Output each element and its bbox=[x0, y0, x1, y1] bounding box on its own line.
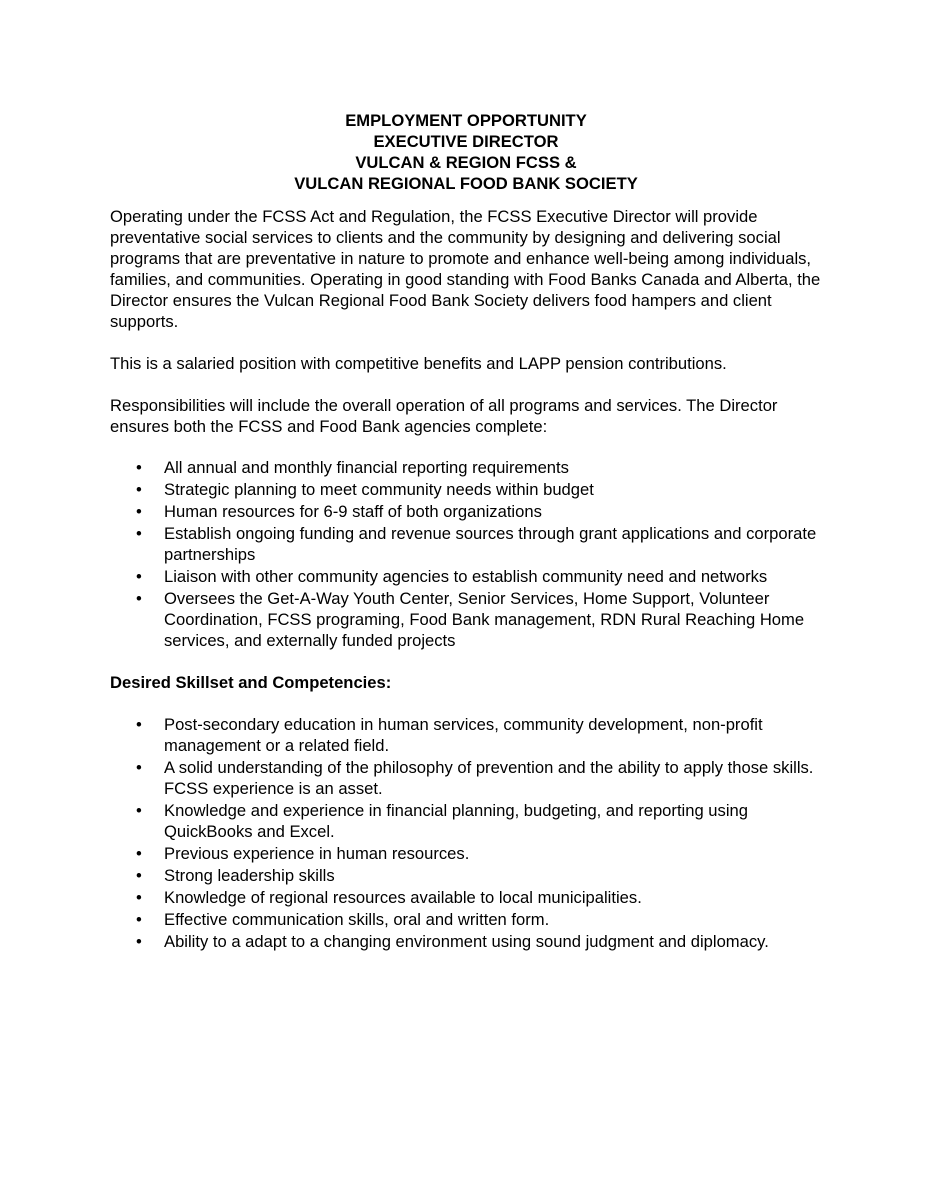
title-line-2: EXECUTIVE DIRECTOR bbox=[373, 132, 559, 151]
bullet-icon: • bbox=[136, 932, 142, 951]
title-line-1: EMPLOYMENT OPPORTUNITY bbox=[345, 111, 587, 130]
bullet-icon: • bbox=[136, 480, 142, 499]
list-item-text: All annual and monthly financial reporting requirements bbox=[164, 458, 569, 477]
responsibilities-intro: Responsibilities will include the overall operation of all programs and services. The Director ensures both the FCSS and Food Bank agencies complete: bbox=[110, 396, 778, 436]
list-item-text: Liaison with other community agencies to establish community need and networks bbox=[164, 567, 768, 586]
list-item bbox=[110, 887, 822, 908]
skills-list bbox=[110, 714, 822, 952]
bullet-icon: • bbox=[136, 715, 142, 734]
responsibilities-list bbox=[110, 457, 822, 651]
title-line-3: VULCAN & REGION FCSS & bbox=[355, 153, 577, 172]
list-item-text: Previous experience in human resources. bbox=[164, 844, 470, 863]
bullet-icon: • bbox=[136, 458, 142, 477]
list-item-text: Knowledge and experience in financial planning, budgeting, and reporting using QuickBooks and Excel. bbox=[164, 801, 748, 841]
bullet-icon: • bbox=[136, 589, 142, 608]
list-item-text: Oversees the Get-A-Way Youth Center, Senior Services, Home Support, Volunteer Coordination, FCSS programing, Food Bank management, RDN Rural Reaching Home services, and externally funded projects bbox=[164, 589, 805, 650]
bullet-icon: • bbox=[136, 758, 142, 777]
list-item-text: A solid understanding of the philosophy of prevention and the ability to apply those skills. FCSS experience is an asset. bbox=[164, 758, 814, 798]
list-item bbox=[110, 501, 822, 522]
list-item-text: Strong leadership skills bbox=[164, 866, 335, 885]
list-item bbox=[110, 931, 822, 952]
list-item-text: Establish ongoing funding and revenue sources through grant applications and corporate partnerships bbox=[164, 524, 817, 564]
list-item bbox=[110, 865, 822, 886]
list-item bbox=[110, 843, 822, 864]
bullet-icon: • bbox=[136, 910, 142, 929]
list-item-text: Human resources for 6-9 staff of both organizations bbox=[164, 502, 542, 521]
salary-paragraph: This is a salaried position with competitive benefits and LAPP pension contributions. bbox=[110, 354, 727, 373]
document-page bbox=[110, 110, 822, 973]
document-title bbox=[110, 110, 822, 194]
list-item-text: Effective communication skills, oral and written form. bbox=[164, 910, 550, 929]
list-item bbox=[110, 800, 822, 842]
skills-heading: Desired Skillset and Competencies: bbox=[110, 673, 392, 692]
list-item bbox=[110, 588, 822, 651]
list-item bbox=[110, 479, 822, 500]
bullet-icon: • bbox=[136, 888, 142, 907]
list-item-text: Ability to a adapt to a changing environment using sound judgment and diplomacy. bbox=[164, 932, 769, 951]
list-item bbox=[110, 566, 822, 587]
bullet-icon: • bbox=[136, 567, 142, 586]
title-line-4: VULCAN REGIONAL FOOD BANK SOCIETY bbox=[294, 174, 638, 193]
list-item-text: Strategic planning to meet community needs within budget bbox=[164, 480, 594, 499]
list-item bbox=[110, 523, 822, 565]
list-item-text: Knowledge of regional resources available to local municipalities. bbox=[164, 888, 642, 907]
intro-paragraph: Operating under the FCSS Act and Regulation, the FCSS Executive Director will provide preventative social services to clients and the community by designing and delivering social programs that are preventative in nature to promote and enhance well-being among individuals, families, and communities. Operating in good standing with Food Banks Canada and Alberta, the Director ensures the Vulcan Regional Food Bank Society delivers food hampers and client supports. bbox=[110, 207, 821, 331]
bullet-icon: • bbox=[136, 801, 142, 820]
list-item-text: Post-secondary education in human services, community development, non-profit management or a related field. bbox=[164, 715, 763, 755]
bullet-icon: • bbox=[136, 502, 142, 521]
list-item bbox=[110, 757, 822, 799]
bullet-icon: • bbox=[136, 524, 142, 543]
bullet-icon: • bbox=[136, 866, 142, 885]
list-item bbox=[110, 714, 822, 756]
list-item bbox=[110, 909, 822, 930]
list-item bbox=[110, 457, 822, 478]
bullet-icon: • bbox=[136, 844, 142, 863]
